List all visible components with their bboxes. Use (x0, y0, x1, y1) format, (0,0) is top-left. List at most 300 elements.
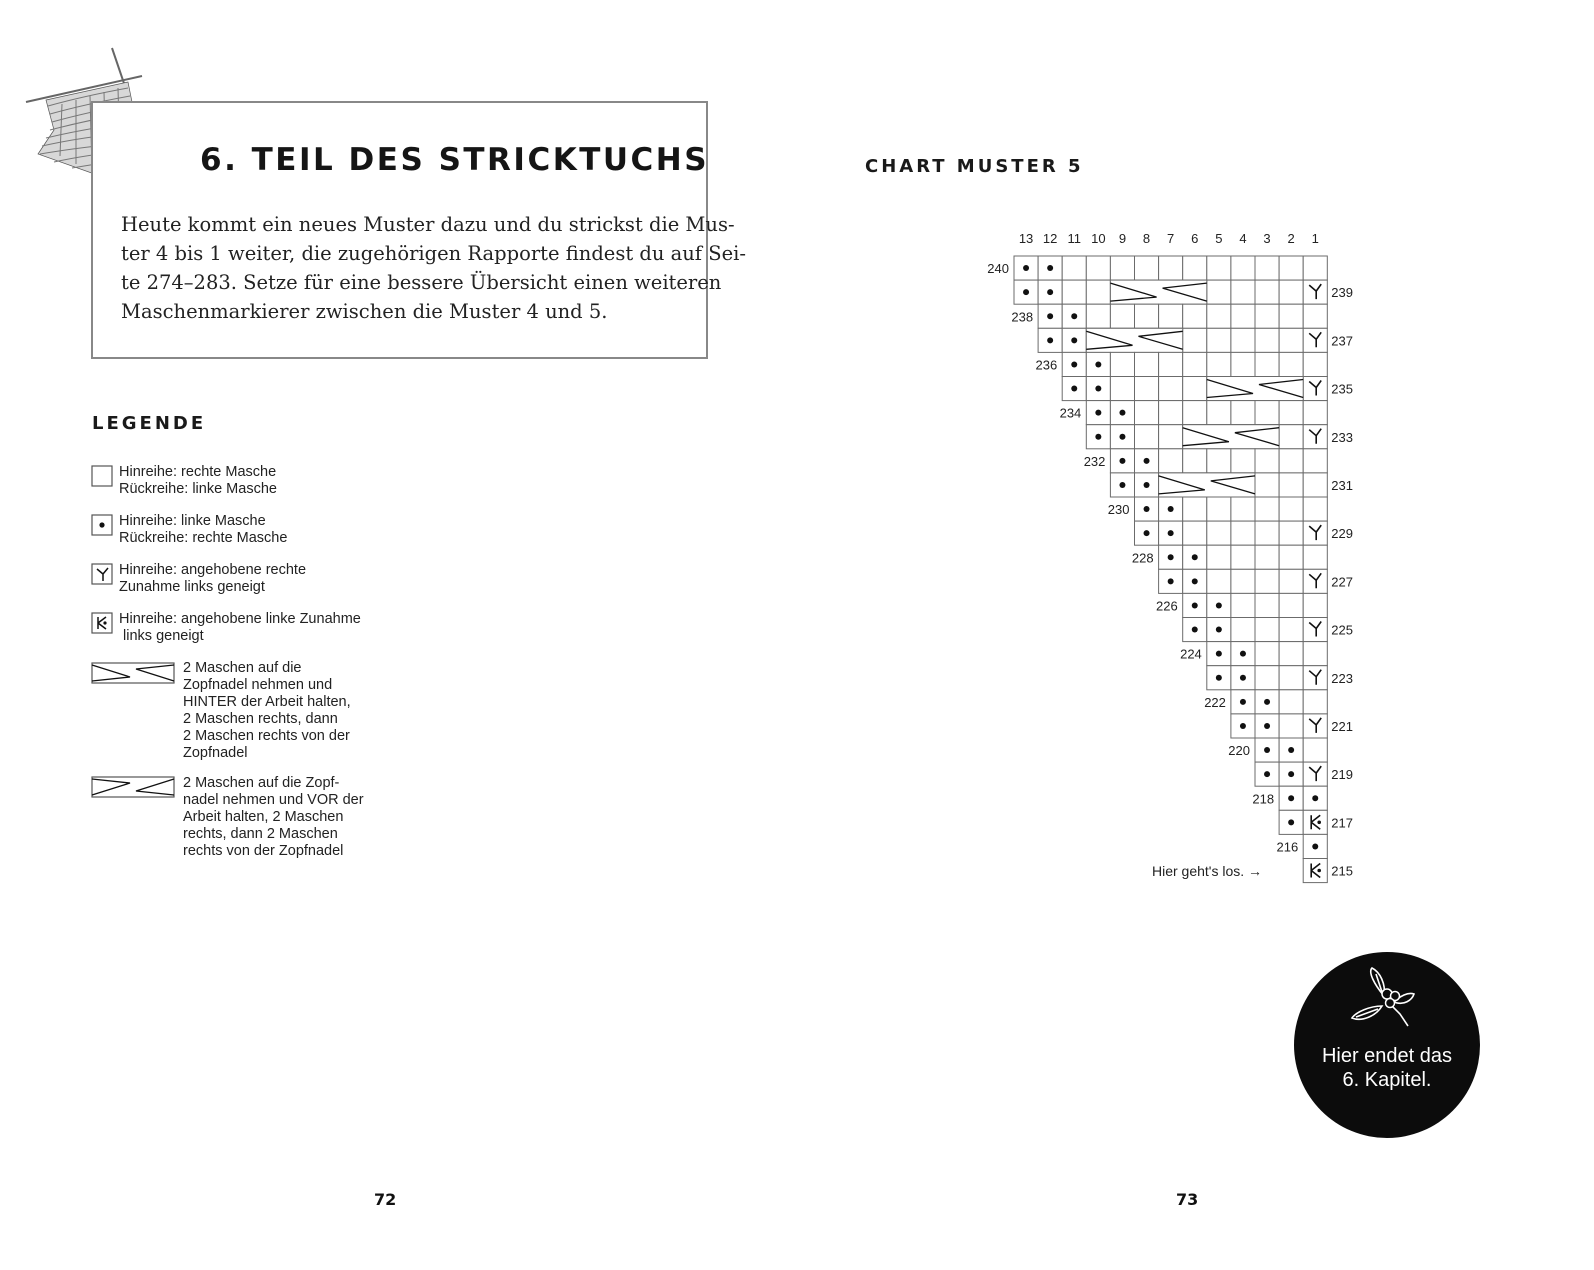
row-label: 237 (1331, 333, 1354, 349)
right-increase-mark (1309, 766, 1321, 781)
chart-cell (1159, 256, 1183, 280)
chart-cell (1207, 593, 1231, 617)
purl-dot (1119, 458, 1125, 464)
purl-dot (1288, 747, 1294, 753)
chart-cell (1279, 569, 1303, 593)
dot-square-icon (92, 515, 112, 535)
chart-cell (1110, 280, 1134, 304)
cable-cross-mark (1110, 283, 1206, 301)
purl-dot (1312, 843, 1318, 849)
column-label: 12 (1042, 231, 1058, 246)
legend-line: Arbeit halten, 2 Maschen (183, 809, 344, 825)
cable-back-icon (92, 663, 174, 683)
right-increase-mark (1309, 622, 1321, 637)
chart-cell (1279, 473, 1303, 497)
chart-cell (1207, 521, 1231, 545)
chart-cell (1255, 473, 1279, 497)
purl-dot (1168, 530, 1174, 536)
chart-cell (1183, 545, 1207, 569)
chart-cell (1255, 618, 1279, 642)
left-increase-mark (1311, 815, 1320, 829)
purl-dot (1095, 386, 1101, 392)
legend-line: HINTER der Arbeit halten, (183, 694, 351, 710)
chart-cell (1135, 449, 1159, 473)
chapter-end-line: 6. Kapitel. (1342, 1069, 1432, 1091)
chart-cell (1183, 256, 1207, 280)
chart-cell (1062, 377, 1086, 401)
chart-cell (1255, 377, 1279, 401)
column-label: 9 (1118, 231, 1127, 246)
purl-dot (1216, 627, 1222, 633)
chart-cell (1062, 256, 1086, 280)
chart-cell (1183, 280, 1207, 304)
legend-line: 2 Maschen auf die (183, 660, 302, 676)
chart-cell (1279, 377, 1303, 401)
chart-cell (1303, 786, 1327, 810)
chart-cell (1255, 545, 1279, 569)
purl-dot (1216, 675, 1222, 681)
chapter-end-badge (1294, 952, 1480, 1138)
purl-dot (1047, 337, 1053, 343)
chart-cell (1231, 569, 1255, 593)
intro-line: Heute kommt ein neues Muster dazu und du strickst die Mus- (121, 213, 735, 236)
chart-cell (1038, 304, 1062, 328)
left-increase-mark (1311, 864, 1320, 878)
chart-cell (1110, 377, 1134, 401)
chart-cell (1086, 304, 1110, 328)
chart-cell (1279, 810, 1303, 834)
row-label: 222 (1204, 694, 1226, 710)
chart-cell (1110, 425, 1134, 449)
chart-cell (1183, 352, 1207, 376)
purl-dot (1144, 506, 1150, 512)
chart-cell (1231, 425, 1255, 449)
chart-cell (1231, 449, 1255, 473)
chart-cell (1303, 497, 1327, 521)
chart-cell (1279, 762, 1303, 786)
chart-cell (1159, 449, 1183, 473)
chart-cell (1231, 690, 1255, 714)
row-label: 216 (1276, 839, 1299, 855)
chart-cell (1231, 473, 1255, 497)
chart-cell (1279, 280, 1303, 304)
chart-cell (1159, 497, 1183, 521)
purl-dot (1047, 289, 1053, 295)
purl-dot (1192, 578, 1198, 584)
chart-cell (1135, 256, 1159, 280)
chart-cell (1303, 810, 1327, 834)
purl-dot (1240, 651, 1246, 657)
chart-cell (1231, 280, 1255, 304)
cable-cell (1207, 377, 1303, 401)
row-label: 238 (1011, 309, 1034, 325)
chart-cell (1303, 834, 1327, 858)
chart-cell (1183, 497, 1207, 521)
purl-dot (1095, 361, 1101, 367)
chart-cell (1062, 352, 1086, 376)
chapter-end-text (1294, 1044, 1480, 1092)
purl-dot (1071, 361, 1077, 367)
chart-cell (1110, 304, 1134, 328)
chart-cell (1086, 280, 1110, 304)
chart-cell (1231, 352, 1255, 376)
legend-line: Hinreihe: angehobene linke Zunahme (119, 611, 361, 627)
chart-cell (1086, 377, 1110, 401)
chart-cell (1110, 401, 1134, 425)
row-label: 215 (1331, 863, 1354, 879)
cable-cell (1159, 473, 1255, 497)
chart-cell (1231, 328, 1255, 352)
right-increase-mark (1309, 573, 1321, 588)
chart-cell (1303, 569, 1327, 593)
chart-cell (1183, 401, 1207, 425)
right-increase-mark (1309, 718, 1321, 733)
chart-cell (1038, 280, 1062, 304)
chart-cell (1159, 304, 1183, 328)
purl-dot (1264, 723, 1270, 729)
cable-cross-mark (1183, 428, 1279, 446)
chart-cell (1159, 569, 1183, 593)
chart-cell (1086, 256, 1110, 280)
right-increase-mark (1309, 284, 1321, 299)
row-label: 234 (1059, 405, 1082, 421)
chart-cell (1207, 352, 1231, 376)
chart-cell (1255, 642, 1279, 666)
row-label: 229 (1331, 526, 1354, 542)
empty-square-icon (92, 466, 112, 486)
chart-cell (1231, 377, 1255, 401)
chart-cell (1303, 618, 1327, 642)
purl-dot (1216, 651, 1222, 657)
chart-cell (1135, 473, 1159, 497)
chart-cell (1183, 304, 1207, 328)
legend-item-cable-back (183, 660, 351, 762)
purl-dot (1168, 578, 1174, 584)
chart-cell (1279, 328, 1303, 352)
chart-cell (1303, 256, 1327, 280)
purl-dot (1119, 482, 1125, 488)
column-label: 7 (1167, 231, 1175, 246)
purl-dot (1264, 771, 1270, 777)
chart-cell (1062, 280, 1086, 304)
purl-dot (1264, 699, 1270, 705)
chart-cell (1303, 425, 1327, 449)
chart-cell (1207, 449, 1231, 473)
chart-cell (1159, 473, 1183, 497)
right-increase-icon (92, 564, 112, 584)
chart-cell (1086, 425, 1110, 449)
cable-front-icon (92, 777, 174, 797)
legend-item-purl (119, 513, 287, 547)
chart-cell (1159, 280, 1183, 304)
column-label: 11 (1067, 231, 1081, 246)
row-label: 217 (1331, 815, 1354, 831)
chart-cell (1207, 377, 1231, 401)
column-label: 10 (1091, 231, 1106, 246)
cable-cross-mark (1086, 331, 1182, 349)
chart-cell (1255, 762, 1279, 786)
column-label: 4 (1239, 231, 1247, 246)
purl-dot (1047, 265, 1053, 271)
purl-dot (1192, 602, 1198, 608)
chart-cell (1207, 569, 1231, 593)
chart-cell (1135, 328, 1159, 352)
chart-cell (1183, 425, 1207, 449)
chart-cell (1135, 304, 1159, 328)
purl-dot (1240, 723, 1246, 729)
row-label: 227 (1331, 574, 1354, 590)
chart-cell (1279, 714, 1303, 738)
chart-cell (1303, 377, 1327, 401)
chart-cell (1135, 352, 1159, 376)
right-increase-mark (1309, 670, 1321, 685)
purl-dot (1240, 699, 1246, 705)
purl-dot (1071, 386, 1077, 392)
chart-cell (1231, 714, 1255, 738)
legend-item-cable-front (183, 775, 364, 860)
chart-cell (1207, 618, 1231, 642)
chart-cell (1255, 256, 1279, 280)
chart-cell (1303, 352, 1327, 376)
row-label: 231 (1331, 477, 1354, 493)
row-label: 218 (1252, 791, 1275, 807)
cable-cross-mark (1207, 380, 1303, 398)
chart-cell (1014, 280, 1038, 304)
chart-cell (1110, 256, 1134, 280)
legend-line: Zopfnadel (183, 745, 248, 761)
chart-cell (1303, 401, 1327, 425)
row-label: 221 (1331, 718, 1354, 734)
chart-cell (1279, 352, 1303, 376)
right-increase-mark (1309, 429, 1321, 444)
purl-dot (1095, 410, 1101, 416)
chart-cell (1303, 304, 1327, 328)
chart-cell (1110, 449, 1134, 473)
chart-cell (1231, 545, 1255, 569)
chart-heading: CHART MUSTER 5 (865, 156, 1084, 177)
left-increase-icon (92, 613, 112, 633)
row-label: 233 (1331, 429, 1354, 445)
chart-cell (1183, 618, 1207, 642)
chart-cell (1255, 497, 1279, 521)
chart-cell (1279, 738, 1303, 762)
chart-cell (1183, 593, 1207, 617)
chart-cell (1303, 714, 1327, 738)
chart-cell (1231, 593, 1255, 617)
chart-cell (1279, 401, 1303, 425)
chart-cell (1086, 401, 1110, 425)
chart-cell (1279, 786, 1303, 810)
chart-cell (1110, 328, 1134, 352)
chart-cell (1279, 642, 1303, 666)
chart-cell (1183, 328, 1207, 352)
legend-item-right-increase (119, 562, 306, 596)
chart-cell (1183, 569, 1207, 593)
chart-cell (1086, 328, 1110, 352)
purl-dot (1168, 554, 1174, 560)
chart-cell (1303, 521, 1327, 545)
column-label: 3 (1263, 231, 1271, 246)
legend-item-knit (119, 464, 277, 498)
page-number-right: 73 (1176, 1190, 1199, 1209)
chart-cell (1255, 352, 1279, 376)
chart-cell (1279, 593, 1303, 617)
chart-cell (1231, 304, 1255, 328)
chart-cell (1303, 859, 1327, 883)
chart-cell (1159, 545, 1183, 569)
row-label: 219 (1331, 767, 1354, 783)
chart-cell (1303, 642, 1327, 666)
chart-cell (1255, 425, 1279, 449)
purl-dot (1216, 602, 1222, 608)
chart-cell (1207, 256, 1231, 280)
chart-cell (1207, 304, 1231, 328)
chart-cell (1303, 449, 1327, 473)
chart-cell (1135, 521, 1159, 545)
legend-line: Rückreihe: linke Masche (119, 481, 277, 497)
chart-cell (1038, 328, 1062, 352)
cable-cell (1183, 425, 1279, 449)
legend-item-left-increase (119, 611, 361, 645)
chart-cell (1207, 328, 1231, 352)
column-label: 8 (1142, 231, 1151, 246)
column-label: 1 (1311, 231, 1319, 246)
row-label: 228 (1131, 550, 1154, 566)
chapter-end-line: Hier endet das (1321, 1045, 1453, 1067)
chart-cell (1207, 642, 1231, 666)
intro-line: te 274–283. Setze für eine bessere Übersicht einen weiteren (121, 271, 722, 294)
chart-cell (1303, 690, 1327, 714)
chart-cell (1207, 666, 1231, 690)
chart-cell (1110, 352, 1134, 376)
legend-line: Zunahme links geneigt (119, 579, 265, 595)
legend-line: nadel nehmen und VOR der (183, 792, 364, 808)
legend-line: rechts von der Zopfnadel (183, 843, 344, 859)
cable-cross-mark (1159, 476, 1255, 494)
chart-cell (1255, 280, 1279, 304)
chart-cell (1135, 401, 1159, 425)
chart-cell (1279, 618, 1303, 642)
chart-cell (1110, 473, 1134, 497)
row-label: 232 (1083, 453, 1106, 469)
cable-cell (1086, 328, 1182, 352)
chart-cell (1038, 256, 1062, 280)
chart-cell (1231, 666, 1255, 690)
chart-cell (1303, 666, 1327, 690)
mistletoe-icon (1350, 966, 1422, 1032)
chart-cell (1231, 256, 1255, 280)
chart-cell (1159, 377, 1183, 401)
purl-dot (1168, 506, 1174, 512)
chart-cell (1207, 545, 1231, 569)
purl-dot (1023, 289, 1029, 295)
chart-cell (1279, 256, 1303, 280)
legend-line: Hinreihe: angehobene rechte (119, 562, 307, 578)
chart-cell (1135, 425, 1159, 449)
column-label: 5 (1215, 231, 1223, 246)
purl-dot (1192, 627, 1198, 633)
chart-cell (1279, 690, 1303, 714)
chart-cell (1231, 521, 1255, 545)
chart-cell (1279, 425, 1303, 449)
column-label: 6 (1191, 231, 1199, 246)
purl-dot (1312, 795, 1318, 801)
left-increase-dot (1317, 869, 1321, 873)
chart-cell (1159, 401, 1183, 425)
row-label: 226 (1155, 598, 1178, 614)
chart-cell (1255, 304, 1279, 328)
row-label: 225 (1331, 622, 1354, 638)
purl-dot (1264, 747, 1270, 753)
purl-dot (1144, 530, 1150, 536)
chart-cell (1231, 497, 1255, 521)
chart-cell (1207, 401, 1231, 425)
chart-cell (1255, 714, 1279, 738)
start-note: Hier geht's los. → (1152, 863, 1263, 879)
intro-paragraph (121, 210, 746, 326)
column-label: 2 (1287, 231, 1295, 246)
chart-cell (1255, 521, 1279, 545)
purl-dot (1240, 675, 1246, 681)
legend-line: links geneigt (119, 628, 204, 644)
row-label: 230 (1107, 502, 1130, 518)
chart-cell (1062, 304, 1086, 328)
chart-cell (1062, 328, 1086, 352)
row-label: 239 (1331, 285, 1354, 301)
purl-dot (1095, 434, 1101, 440)
legend-heading: LEGENDE (92, 413, 207, 434)
left-increase-dot (1317, 821, 1321, 825)
chart-cell (1279, 521, 1303, 545)
page-number-left: 72 (374, 1190, 397, 1209)
chart-cell (1207, 497, 1231, 521)
chart-cell (1303, 280, 1327, 304)
chart-cell (1086, 352, 1110, 376)
chart-cell (1159, 521, 1183, 545)
chart-cell (1303, 593, 1327, 617)
cable-cell (1110, 280, 1206, 304)
chart-cell (1279, 304, 1303, 328)
chart-cell (1231, 642, 1255, 666)
right-increase-mark (1309, 332, 1321, 347)
legend-line: 2 Maschen rechts, dann (183, 711, 338, 727)
chart-cell (1255, 328, 1279, 352)
chart-cell (1303, 762, 1327, 786)
chapter-title: 6. TEIL DES STRICKTUCHS (200, 142, 710, 178)
purl-dot (1288, 795, 1294, 801)
row-label: 220 (1228, 743, 1250, 759)
row-label: 236 (1035, 357, 1058, 373)
chart-cell (1159, 352, 1183, 376)
chart-cell (1255, 666, 1279, 690)
chart-cell (1183, 473, 1207, 497)
purl-dot (1119, 410, 1125, 416)
row-label: 235 (1331, 381, 1354, 397)
chart-cell (1255, 569, 1279, 593)
intro-line: ter 4 bis 1 weiter, die zugehörigen Rapporte findest du auf Sei- (121, 242, 746, 265)
purl-dot (1119, 434, 1125, 440)
chart-cell (1183, 377, 1207, 401)
legend-line: Hinreihe: linke Masche (119, 513, 266, 529)
chart-cell (1255, 449, 1279, 473)
purl-dot (1288, 819, 1294, 825)
chart-cell (1207, 425, 1231, 449)
chart-cell (1231, 401, 1255, 425)
chart-cell (1303, 738, 1327, 762)
chart-cell (1279, 497, 1303, 521)
legend-line: rechts, dann 2 Maschen (183, 826, 338, 842)
legend-line: 2 Maschen rechts von der (183, 728, 350, 744)
